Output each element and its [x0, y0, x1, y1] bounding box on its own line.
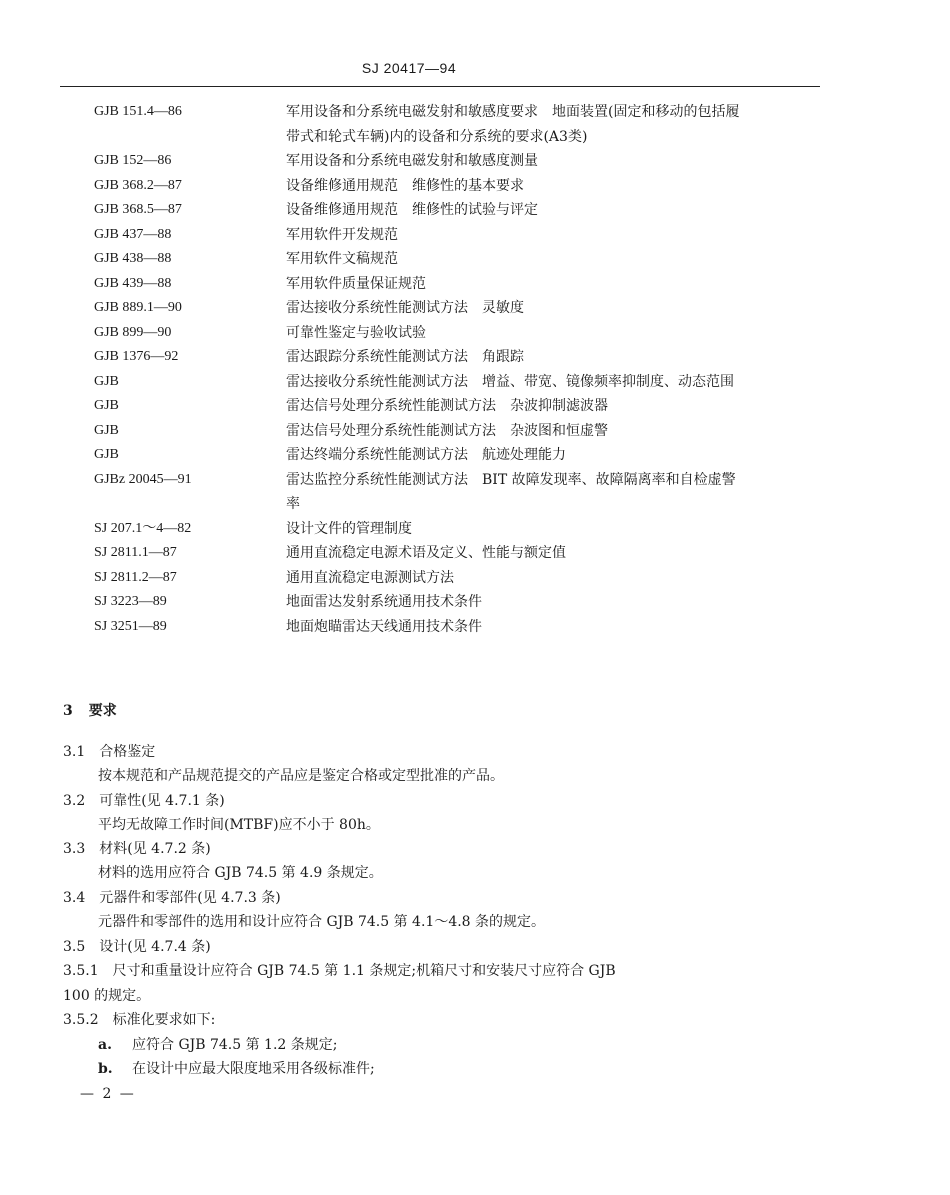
clause-title: 标准化要求如下:	[112, 1012, 216, 1028]
reference-code: GJB 368.2—87	[94, 177, 182, 193]
reference-row	[94, 272, 754, 297]
reference-list	[94, 100, 754, 639]
clause-title: 材料(见 4.7.2 条)	[99, 841, 211, 857]
section-number: 3	[63, 703, 73, 719]
reference-title: 通用直流稳定电源术语及定义、性能与额定值	[286, 545, 566, 561]
reference-title: 军用软件开发规范	[286, 226, 398, 243]
reference-title: 雷达监控分系统性能测试方法 BIT 故障发现率、故障隔离率和自检虚警率	[286, 471, 736, 512]
reference-title: 雷达信号处理分系统性能测试方法 杂波抑制滤波器	[286, 398, 608, 414]
clause-number: 3.3	[63, 841, 86, 857]
reference-title: 雷达接收分系统性能测试方法 灵敏度	[286, 300, 524, 316]
reference-row	[94, 174, 754, 199]
reference-code: GJBz 20045—91	[94, 471, 192, 487]
clause-3-3-body: 材料的选用应符合 GJB 74.5 第 4.9 条规定。	[98, 865, 383, 881]
reference-title: 可靠性鉴定与验收试验	[286, 324, 426, 341]
reference-row	[94, 296, 754, 321]
reference-row	[94, 394, 754, 419]
reference-code: GJB 889.1—90	[94, 300, 182, 315]
reference-code: GJB 437—88	[94, 226, 172, 242]
clause-3-1-heading	[63, 741, 155, 761]
list-item-label: a.	[98, 1037, 112, 1053]
page-number: — 2 —	[80, 1086, 136, 1102]
reference-code: SJ 3223—89	[94, 594, 167, 609]
clause-number: 3.5.2	[63, 1012, 99, 1028]
clause-body: 尺寸和重量设计应符合 GJB 74.5 第 1.1 条规定;机箱尺寸和安装尺寸应符合 GJB	[112, 963, 616, 979]
reference-title: 雷达接收分系统性能测试方法 增益、带宽、镜像频率抑制度、动态范围	[286, 373, 734, 390]
list-item-b	[98, 1058, 375, 1078]
reference-row	[94, 443, 754, 468]
reference-code: SJ 2811.2—87	[94, 569, 177, 585]
list-item-text: 应符合 GJB 74.5 第 1.2 条规定;	[132, 1037, 338, 1053]
reference-title: 地面雷达发射系统通用技术条件	[286, 594, 482, 610]
reference-code: GJB 151.4—86	[94, 104, 182, 119]
document-header-code: SJ 20417—94	[361, 60, 457, 76]
reference-title: 设备维修通用规范 维修性的基本要求	[286, 177, 524, 194]
reference-code: GJB	[94, 373, 119, 389]
reference-row	[94, 590, 754, 615]
reference-code: GJB 152—86	[94, 153, 172, 168]
reference-code: GJB 1376—92	[94, 349, 179, 364]
reference-row	[94, 468, 754, 517]
reference-code: SJ 3251—89	[94, 618, 167, 634]
clause-number: 3.1	[63, 744, 86, 760]
reference-row	[94, 223, 754, 248]
reference-code: SJ 207.1～4—82	[94, 520, 192, 536]
reference-row	[94, 100, 754, 149]
reference-row	[94, 247, 754, 272]
reference-title: 设备维修通用规范 维修性的试验与评定	[286, 202, 538, 218]
clause-number: 3.5	[63, 939, 86, 955]
clause-number: 3.5.1	[63, 963, 99, 979]
reference-title: 雷达终端分系统性能测试方法 航迹处理能力	[286, 447, 566, 463]
reference-row	[94, 566, 754, 591]
reference-row	[94, 321, 754, 346]
reference-title: 地面炮瞄雷达天线通用技术条件	[286, 618, 482, 635]
clause-3-4-body: 元器件和零部件的选用和设计应符合 GJB 74.5 第 4.1～4.8 条的规定。	[98, 914, 546, 930]
list-item-label: b.	[98, 1061, 113, 1077]
reference-code: GJB	[94, 447, 119, 462]
reference-code: GJB	[94, 398, 119, 413]
header-rule	[60, 86, 820, 87]
reference-title: 军用设备和分系统电磁发射和敏感度要求 地面装置(固定和移动的包括履带式和轮式车辆)内的设备和分系统的要求(A3类)	[286, 104, 740, 145]
clause-number: 3.4	[63, 890, 86, 906]
reference-title: 通用直流稳定电源测试方法	[286, 569, 454, 586]
clause-title: 设计(见 4.7.4 条)	[99, 939, 211, 955]
clause-title: 可靠性(见 4.7.1 条)	[99, 793, 225, 809]
reference-code: GJB 899—90	[94, 324, 172, 340]
clause-title: 元器件和零部件(见 4.7.3 条)	[99, 890, 281, 906]
list-item-text: 在设计中应最大限度地采用各级标准件;	[132, 1061, 375, 1077]
reference-code: GJB 368.5—87	[94, 202, 182, 217]
clause-number: 3.2	[63, 793, 86, 809]
clause-3-4-heading	[63, 887, 281, 907]
reference-title: 军用软件文稿规范	[286, 251, 398, 267]
clause-title: 合格鉴定	[99, 744, 156, 760]
reference-title: 军用设备和分系统电磁发射和敏感度测量	[286, 153, 538, 169]
section-title: 要求	[88, 703, 117, 719]
reference-title: 设计文件的管理制度	[286, 520, 412, 537]
clause-3-2-body: 平均无故障工作时间(MTBF)应不小于 80h。	[98, 817, 380, 833]
clause-3-5-2-heading	[63, 1009, 215, 1029]
clause-3-5-1-line1	[63, 960, 616, 980]
reference-row	[94, 541, 754, 566]
reference-code: GJB 439—88	[94, 275, 172, 291]
reference-row	[94, 149, 754, 174]
reference-row	[94, 345, 754, 370]
reference-row	[94, 198, 754, 223]
list-item-a	[98, 1034, 338, 1054]
reference-row	[94, 517, 754, 542]
reference-code: GJB 438—88	[94, 251, 172, 266]
section-heading	[63, 700, 117, 720]
reference-code: SJ 2811.1—87	[94, 545, 177, 560]
reference-code: GJB	[94, 422, 119, 438]
clause-3-5-heading	[63, 936, 211, 956]
clause-3-1-body: 按本规范和产品规范提交的产品应是鉴定合格或定型批准的产品。	[98, 768, 504, 784]
clause-3-5-1-line2: 100 的规定。	[63, 988, 151, 1004]
clause-3-3-heading	[63, 838, 211, 858]
reference-row	[94, 370, 754, 395]
reference-title: 雷达信号处理分系统性能测试方法 杂波图和恒虚警	[286, 422, 608, 439]
reference-title: 雷达跟踪分系统性能测试方法 角跟踪	[286, 349, 524, 365]
clause-3-2-heading	[63, 790, 225, 810]
reference-row	[94, 419, 754, 444]
reference-row	[94, 615, 754, 640]
reference-title: 军用软件质量保证规范	[286, 275, 426, 292]
